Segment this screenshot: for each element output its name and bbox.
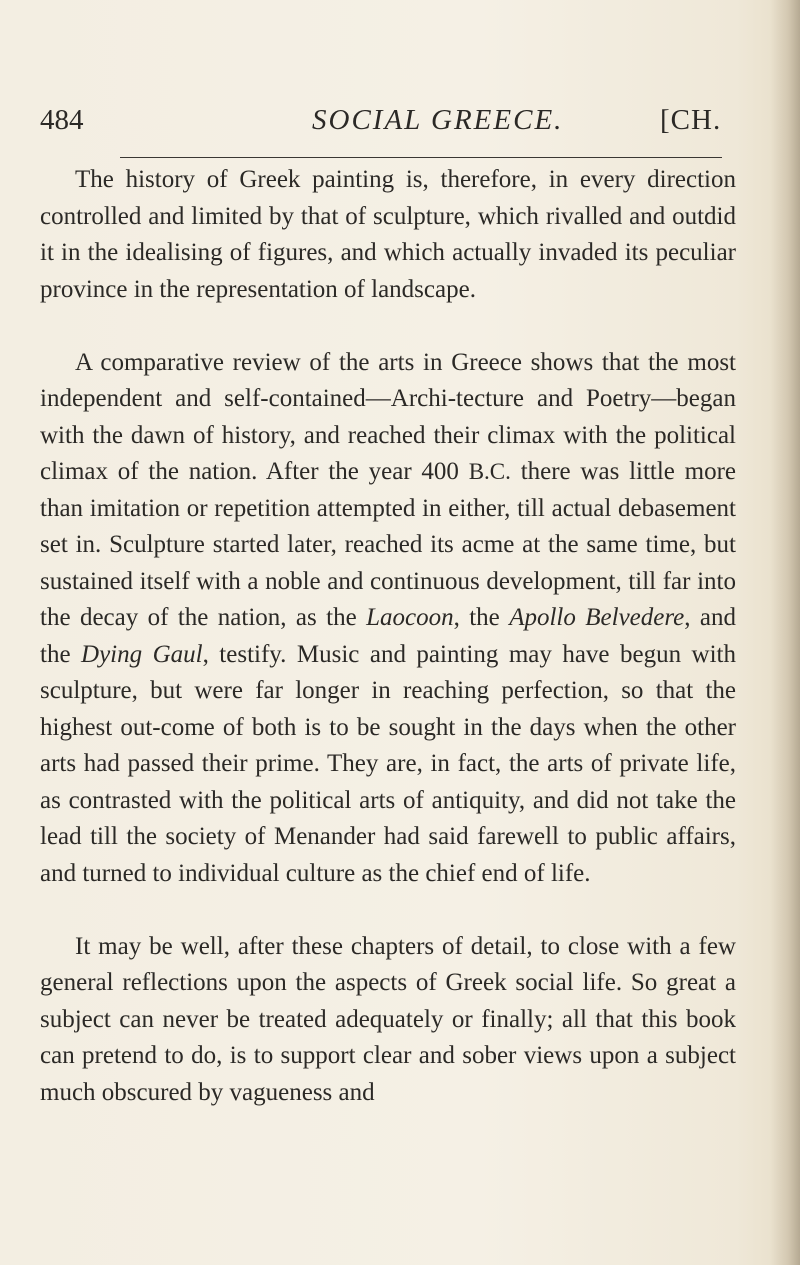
header-rule <box>120 157 722 158</box>
paragraph-2-text-d: , and the <box>40 604 737 668</box>
paragraph-2-text-c: , the <box>453 604 500 631</box>
running-title: SOCIAL GREECE. <box>312 104 564 136</box>
paragraph-2-text-e: , testify. Music and painting may have begun with sculpture, but were far longer in reaching perfection, so that the highest out-come of both is to be sought in the days when the other arts had passed their prime. They are, in fact, the arts of private life, as contrasted with the political arts of antiquity, and did not take the lead till the society of Menander had said farewell to public affairs, and turned to individual culture as the chief end of life. <box>40 640 737 887</box>
paragraph-3: It may be well, after these chapters of detail, to close with a few general reflections upon the aspects of Greek social life. So great a subject can never be treated adequately or finally; all that this book can pretend to do, is to support clear and sober views upon a subject much obscured by vagueness and <box>40 932 736 1106</box>
page-edge-shadow <box>770 0 800 1265</box>
work-title-apollo-belvedere: Apollo Belvedere <box>509 604 685 631</box>
paragraph-2 <box>40 345 736 893</box>
paragraph-1: The history of Greek painting is, therefore, in every direction controlled and limited by that of sculpture, which rivalled and outdid it in the idealising of figures, and which actually invaded its peculiar province in the representation of landscape. <box>40 166 736 303</box>
paragraph-2-text-b: there was little more than imitation or repetition attempted in either, till actual debasement set in. Sculpture started later, reached its acme at the same time, but sustained itself with a noble and continuous development, till far into the decay of the nation, as the <box>40 458 737 631</box>
bc-abbreviation: B.C. <box>468 459 511 484</box>
work-title-laocoon: Laocoon <box>366 604 454 631</box>
chapter-reference: [CH. <box>660 104 722 136</box>
work-title-dying-gaul: Dying Gaul <box>81 640 203 668</box>
page-number: 484 <box>40 104 84 136</box>
body-text <box>40 162 736 1111</box>
paragraph-2-text-a: A comparative review of the arts in Greece shows that the most independent and self-contained—Archi-tecture and Poetry—began with the dawn of history, and reached their climax with the political climax of the nation. After the year 400 <box>40 348 736 485</box>
page-header <box>40 100 740 140</box>
